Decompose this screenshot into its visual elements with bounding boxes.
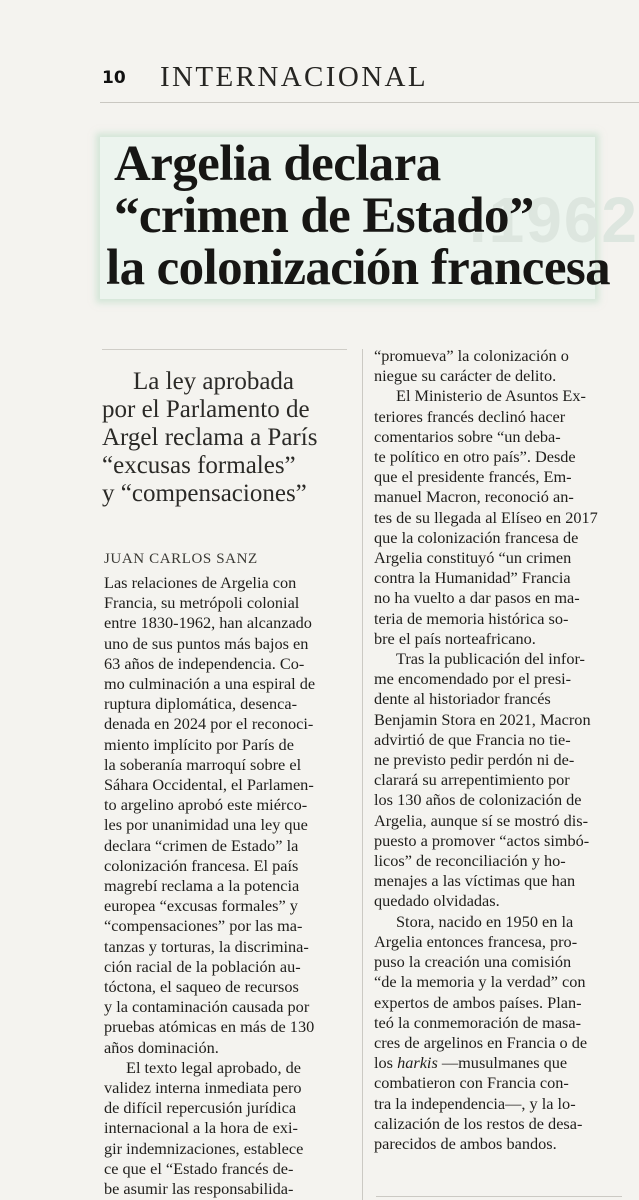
body-text-line: y la contaminación causada por [104, 997, 310, 1017]
body-text-line: Las relaciones de Argelia con [104, 573, 297, 592]
body-text-line: Argelia constituyó “un crimen [374, 548, 572, 568]
body-text-line: mo culminación a una espiral de [104, 674, 316, 694]
body-text-line: entre 1830-1962, han alcanzado [104, 613, 312, 633]
body-text-line: que la colonización francesa de [374, 527, 579, 547]
body-text-line: ción racial de la población au- [104, 956, 301, 976]
body-text-line: ruptura diplomática, desenca- [104, 694, 298, 714]
body-text-line: gir indemnizaciones, establece [104, 1138, 304, 1158]
body-text-line: El texto legal aprobado, de [126, 1057, 301, 1077]
body-text-line: los 130 años de colonización de [374, 790, 582, 810]
body-text-line: la soberanía marroquí sobre el [104, 754, 302, 774]
body-text-line: Francia, su metrópoli colonial [104, 593, 300, 613]
body-text-line: los harkis —musulmanes que [374, 1053, 568, 1073]
body-text-line: puso la creación una comisión [374, 952, 572, 972]
body-text-line: Argelia, aunque sí se mostró dis- [374, 810, 589, 830]
body-text-line: cres de argelinos en Francia o de [374, 1032, 588, 1052]
body-text-line: parecidos de ambos bandos. [374, 1133, 557, 1153]
body-text-line: que el presidente francés, Em- [374, 467, 572, 487]
page-number: 10 [102, 68, 126, 88]
body-text-line: niegue su carácter de delito. [374, 366, 557, 386]
body-text-line: miento implícito por París de [104, 734, 294, 754]
body-text-line: “compensaciones” por las ma- [104, 916, 303, 936]
body-text-line: tanzas y torturas, la discrimina- [104, 936, 309, 956]
body-text-line: teria de memoria histórica so- [374, 608, 569, 628]
body-text-line: teriores francés declinó hacer [374, 406, 566, 426]
body-text-line: Argelia entonces francesa, pro- [374, 931, 578, 951]
body-text-line: “promueva” la colonización o [374, 346, 569, 365]
body-text-line: combatieron con Francia con- [374, 1073, 569, 1093]
deck-subheadline [102, 368, 362, 508]
body-text-line: quedado olvidadas. [374, 891, 500, 911]
body-text-line: internacional a la hora de exi- [104, 1118, 298, 1138]
body-text-line: no ha vuelto a dar pasos en ma- [374, 588, 580, 608]
deck-line: “excusas formales” [102, 452, 296, 479]
background-watermark: .1962 [468, 184, 639, 256]
body-text-line: me encomendado por el presi- [374, 669, 572, 689]
body-text-line: Tras la publicación del infor- [396, 649, 585, 669]
body-text-line: validez interna inmediata pero [104, 1078, 302, 1098]
body-text-line: Stora, nacido en 1950 en la [396, 911, 574, 931]
body-text-line: contra la Humanidad” Francia [374, 568, 571, 588]
body-text-line: teó la conmemoración de masa- [374, 1012, 582, 1032]
body-text-line: advirtió de que Francia no tie- [374, 729, 571, 749]
body-text-line: Sáhara Occidental, el Parlamen- [104, 775, 314, 795]
byline: JUAN CARLOS SANZ [104, 551, 258, 567]
body-text-line: dente al historiador francés [374, 689, 551, 709]
body-text-line: calización de los restos de desa- [374, 1113, 583, 1133]
body-text-line: europea “excusas formales” y [104, 896, 298, 916]
body-column-right [374, 346, 626, 1154]
body-text-line: uno de sus puntos más bajos en [104, 633, 309, 653]
body-text-line: manuel Macron, reconoció an- [374, 487, 574, 507]
body-text-line: be asumir las responsabilida- [104, 1179, 294, 1199]
body-column-left [104, 573, 354, 1199]
header-rule [100, 102, 639, 103]
body-text-line: magrebí reclama a la potencia [104, 876, 300, 896]
section-name: INTERNACIONAL [160, 61, 429, 93]
body-text-line: bre el país norteafricano. [374, 628, 536, 648]
body-text-line: les por unanimidad una ley que [104, 815, 308, 835]
body-text-line: tóctona, el saqueo de recursos [104, 977, 299, 997]
column-divider [362, 349, 363, 1200]
column-foot-rule [376, 1196, 622, 1197]
body-text-line: El Ministerio de Asuntos Ex- [396, 386, 586, 406]
body-text-line: comentarios sobre “un deba- [374, 426, 561, 446]
body-text-line: denada en 2024 por el reconoci- [104, 714, 314, 734]
body-text-line: ce que el “Estado francés de- [104, 1158, 294, 1178]
page-header [0, 50, 639, 100]
deck-line: y “compensaciones” [102, 480, 307, 507]
headline-line: Argelia declara [114, 136, 441, 192]
body-text-line: expertos de ambos países. Plan- [374, 992, 582, 1012]
body-text-line: de difícil repercusión jurídica [104, 1098, 297, 1118]
body-text-line: años dominación. [104, 1037, 219, 1057]
body-text-line: tes de su llegada al Elíseo en 2017 [374, 507, 598, 527]
body-text-line: puesto a promover “actos simbó- [374, 830, 590, 850]
body-text-line: te político en otro país”. Desde [374, 447, 576, 467]
deck-line: La ley aprobada [133, 368, 295, 395]
headline-line: “crimen de Estado” [114, 188, 534, 244]
body-text-line: clarará su arrepentimiento por [374, 770, 570, 790]
body-text-line: declara “crimen de Estado” la [104, 835, 299, 855]
headline [106, 136, 634, 296]
deck-line: Argel reclama a París [102, 424, 318, 451]
body-text-line: menajes a las víctimas que han [374, 871, 576, 891]
body-text-line: “de la memoria y la verdad” con [374, 972, 586, 992]
body-text-line: Benjamin Stora en 2021, Macron [374, 709, 591, 729]
body-text-line: colonización francesa. El país [104, 855, 299, 875]
body-text-line: licos” de reconciliación y ho- [374, 851, 566, 871]
deck-rule [102, 349, 347, 350]
body-text-line: to argelino aprobó este miérco- [104, 795, 308, 815]
body-text-line: 63 años de independencia. Co- [104, 653, 305, 673]
headline-line: la colonización francesa [106, 240, 611, 296]
body-text-line: pruebas atómicas en más de 130 [104, 1017, 315, 1037]
body-text-line: ne previsto pedir perdón ni de- [374, 750, 575, 770]
deck-line: por el Parlamento de [102, 396, 310, 423]
body-text-line: tra la independencia—, y la lo- [374, 1093, 576, 1113]
